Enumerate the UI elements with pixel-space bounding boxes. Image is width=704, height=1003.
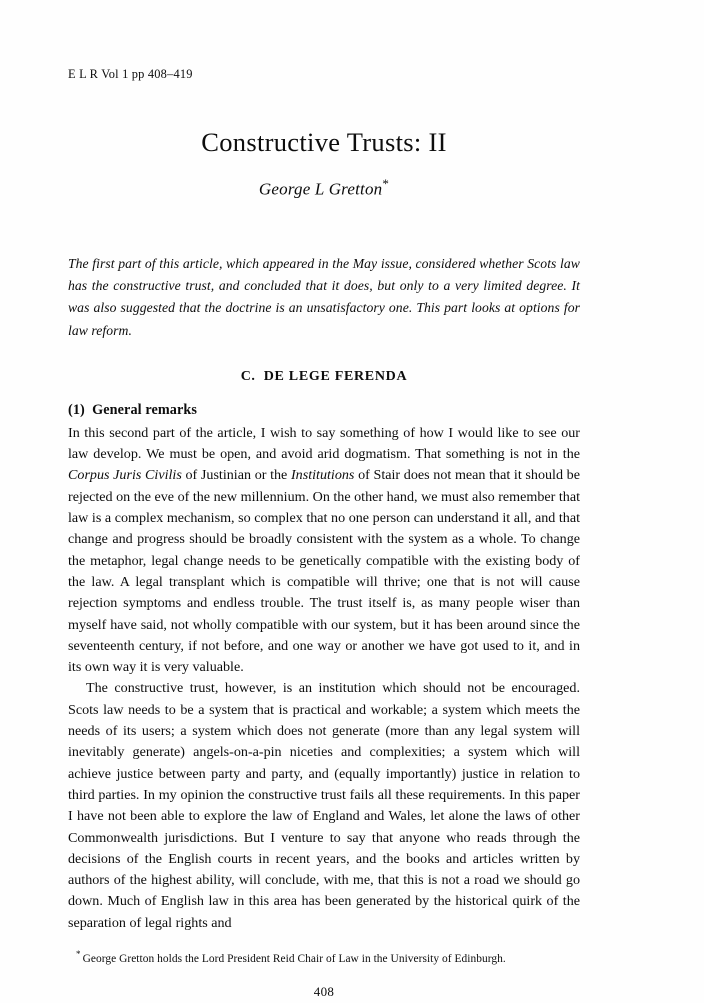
section-heading: [68, 369, 580, 385]
running-head: E L R Vol 1 pp 408–419: [68, 67, 193, 81]
para-1: In this second part of the article, I wish to say something of how I would like to see our law develop. We must be open, and avoid arid dogmatism. That something is not in the Corpus Juris Civilis of Justinian or the Institutions of Stair does not mean that it should be rejected on the eve of the new millennium. On the other hand, we must also remember that law is a complex mechanism, so complex that no one person can understand it all, and that change and progress should be broadly consistent with the system as a whole. To change the metaphor, legal change needs to be genetically compatible with the existing body of the law. A legal transplant which is compatible will thrive; one that is not will cause rejection symptoms and endless trouble. The trust itself is, as many people wiser than myself have said, not wholly compatible with our system, but it has been around since the seventeenth century, if not before, and one way or another we have got used to it, and in its own way it is very valuable.: [68, 424, 580, 676]
article-author: [68, 176, 580, 200]
section-letter: C.: [240, 368, 256, 384]
body-text: [68, 423, 580, 934]
article-title: Constructive Trusts: II: [201, 127, 447, 158]
section-title: DE LEGE FERENDA: [263, 368, 408, 384]
author-name: George L Gretton: [258, 179, 383, 199]
author-footnote-marker: *: [382, 175, 390, 191]
subsection-number: (1): [68, 401, 85, 418]
page-content: [68, 0, 580, 1000]
footnote-text: George Gretton holds the Lord President Reid Chair of Law in the University of Edinburgh.: [82, 952, 506, 965]
page-number: 408: [313, 983, 335, 999]
subsection-heading: [68, 402, 580, 419]
italic-run: Corpus Juris Civilis: [68, 467, 182, 484]
para-2: The constructive trust, however, is an institution which should not be encouraged. Scots law needs to be a system that is practical and workable; a system which meets the needs of its users; a system which does not generate (more than any legal system will inevitably generate) angels-on-a-pin niceties and complexities; a system which will achieve justice between party and party, and (equally importantly) justice in relation to third parties. In my opinion the constructive trust fails all these requirements. In this paper I have not been able to explore the law of England and Wales, let alone the laws of other Commonwealth jurisdictions. But I venture to say that anyone who reads through the decisions of the English courts in recent years, and the books and articles written by authors of the highest ability, will conclude, with me, that this is not a road we should go down. Much of English law in this area has been generated by the historical quirk of the separation of legal rights and: [68, 680, 580, 931]
article-abstract: The first part of this article, which appeared in the May issue, considered whether Scots law has the constructive trust, and concluded that it does, but only to a very limited degree. It was also suggested that the doctrine is an unsatisfactory one. This part looks at options for law reform.: [68, 255, 580, 338]
footnote-marker: *: [76, 948, 81, 959]
author-footnote: [76, 947, 580, 967]
italic-run: Institutions: [290, 467, 355, 484]
subsection-title: General remarks: [92, 401, 197, 418]
